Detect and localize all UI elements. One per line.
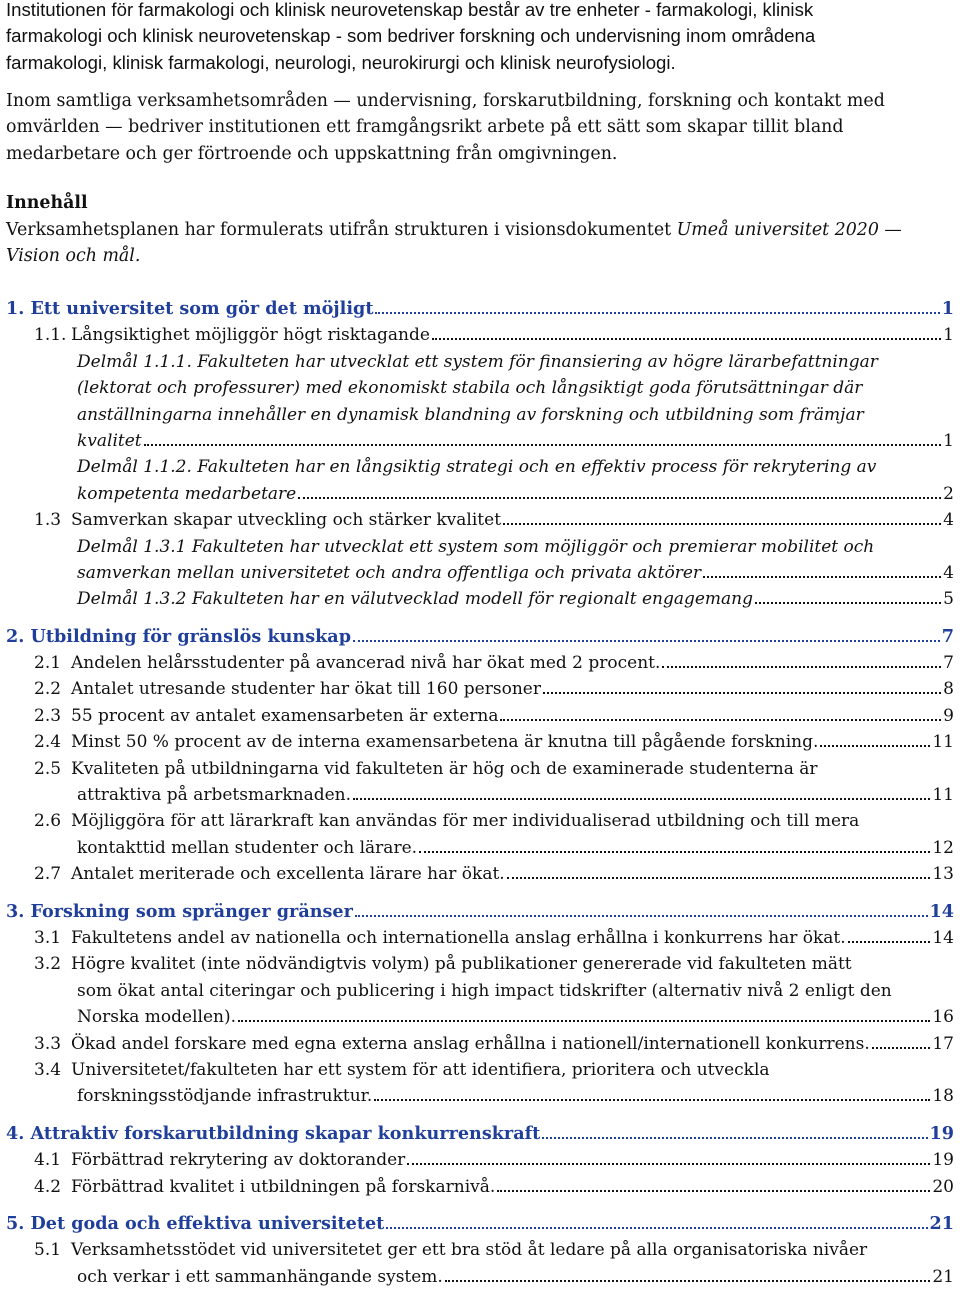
toc-title: forskningsstödjande infrastruktur.: [77, 1086, 373, 1107]
toc-number: 3.3: [34, 1033, 62, 1054]
dot-leader: [353, 798, 930, 800]
dot-leader: [144, 444, 942, 446]
toc-page-number: 12: [932, 837, 954, 858]
dot-leader: [872, 1047, 931, 1049]
toc-page-number: 2: [943, 483, 954, 504]
toc-title: kvalitet: [77, 430, 142, 451]
dot-leader: [355, 915, 928, 917]
toc-page-number: 1: [941, 298, 954, 319]
toc-entry-3-2[interactable]: [0, 951, 960, 1030]
toc-page-number: 11: [932, 732, 954, 753]
toc-page-number: 18: [932, 1086, 954, 1107]
toc-page-number: 4: [943, 562, 954, 583]
dot-leader: [542, 1137, 927, 1139]
toc-entry-delmal-1-3-1[interactable]: [0, 534, 960, 587]
intro-paragraph-3: [6, 217, 956, 270]
text-run: Verksamhetsplanen har formulerats utifrån strukturen i visionsdokumentet: [6, 220, 677, 240]
toc-entry-delmal-1-1-1[interactable]: [0, 349, 960, 455]
toc-entry-delmal-1-3-2[interactable]: [0, 586, 960, 612]
toc-entry-2-4[interactable]: [0, 729, 960, 755]
toc-page-number: 11: [932, 785, 954, 806]
toc-page-number: 14: [929, 900, 954, 922]
dot-leader: [432, 338, 941, 340]
section-gap: [0, 888, 960, 899]
dot-leader: [298, 497, 941, 499]
toc-number: 3.4: [34, 1059, 62, 1080]
toc-number: 1.1.: [34, 325, 67, 346]
dot-leader: [497, 1190, 930, 1192]
dot-leader: [353, 640, 940, 642]
toc-number: 4.1: [34, 1150, 62, 1171]
text-line: farmakologi, klinisk farmakologi, neurologi, neurokirurgi och klinisk neurofysiologi.: [6, 51, 676, 73]
dot-leader: [407, 1163, 930, 1165]
toc-page-number: 19: [929, 1122, 954, 1144]
toc-title: 2. Utbildning för gränslös kunskap: [6, 625, 352, 647]
dot-leader: [662, 666, 941, 668]
dot-leader: [386, 1227, 927, 1229]
toc-entry-3-1[interactable]: [0, 925, 960, 951]
toc-title: attraktiva på arbetsmarknaden.: [77, 785, 352, 806]
section-gap: [0, 1200, 960, 1211]
toc-title: 1. Ett universitet som gör det möjligt: [6, 298, 374, 319]
dot-leader: [238, 1020, 930, 1022]
toc-title-line: anställningarna innehåller en dynamisk blandning av forskning och utbildning som främjar: [77, 404, 864, 425]
dot-leader: [755, 602, 941, 604]
dot-leader: [503, 523, 941, 525]
toc-number: 2.2: [34, 679, 62, 700]
toc-title: 4. Attraktiv forskarutbildning skapar konkurrenskraft: [6, 1122, 541, 1144]
toc-entry-2-5[interactable]: [0, 756, 960, 809]
toc-entry-3-3[interactable]: [0, 1031, 960, 1057]
dot-leader: [374, 1099, 930, 1101]
toc-title: Ökad andel forskare med egna externa anslag erhållna i nationell/internationell konkurrens.: [71, 1033, 870, 1054]
toc-page-number: 1: [943, 430, 954, 451]
toc-page-number: 9: [943, 705, 954, 726]
toc-title: kontakttid mellan studenter och lärare.: [77, 837, 418, 858]
toc-page-number: 5: [943, 589, 954, 610]
text-line: omvärlden — bedriver institutionen ett framgångsrikt arbete på ett sätt som skapar tillit bland: [6, 117, 844, 138]
toc-title-line: Möjliggöra för att lärarkraft kan användas för mer individualiserad utbildning och till mera: [71, 811, 860, 832]
toc-entry-2-6[interactable]: [0, 808, 960, 861]
toc-page-number: 1: [943, 325, 954, 346]
contents-heading: Innehåll: [6, 193, 88, 213]
dot-leader: [445, 1280, 931, 1282]
toc-page-number: 21: [929, 1212, 954, 1234]
toc-page-number: 20: [932, 1176, 954, 1197]
dot-leader: [419, 851, 930, 853]
text-line: Inom samtliga verksamhetsområden — undervisning, forskarutbildning, forskning och kontakt med: [6, 91, 885, 111]
toc-page-number: 19: [932, 1150, 954, 1171]
dot-leader: [820, 745, 930, 747]
document-title-italic: Vision och mål.: [6, 246, 141, 267]
toc-title-line: Delmål 1.1.2. Fakulteten har en långsiktig strategi och en effektiv process för rekrytering av: [77, 457, 877, 478]
toc-section-1[interactable]: [0, 296, 960, 322]
toc-page-number: 21: [932, 1266, 954, 1287]
toc-title: 55 procent av antalet examensarbeten är externa: [71, 705, 499, 726]
toc-title: 5. Det goda och effektiva universitetet: [6, 1212, 385, 1234]
toc-number: 2.5: [34, 758, 62, 779]
toc-page-number: 14: [932, 927, 954, 948]
toc-title: kompetenta medarbetare: [77, 483, 297, 504]
toc-section-5[interactable]: [0, 1211, 960, 1237]
dot-leader: [500, 719, 941, 721]
toc-page-number: 8: [943, 679, 954, 700]
toc-entry-1-1[interactable]: [0, 322, 960, 348]
toc-number: 2.6: [34, 811, 62, 832]
toc-title: 3. Forskning som spränger gränser: [6, 900, 353, 922]
toc-page-number: 17: [932, 1033, 954, 1054]
toc-title-line: Verksamhetsstödet vid universitetet ger ett bra stöd åt ledare på alla organisatoriska nivåer: [71, 1240, 868, 1261]
toc-title-line: Delmål 1.1.1. Fakulteten har utvecklat ett system för finansiering av högre lärarbefattningar: [77, 351, 878, 372]
text-line: [6, 217, 956, 243]
toc-entry-5-1[interactable]: [0, 1237, 960, 1290]
toc-page-number: 4: [943, 510, 954, 531]
toc-number: 2.7: [34, 864, 62, 885]
toc-title-line: Delmål 1.3.1 Fakulteten har utvecklat ett system som möjliggör och premierar mobilitet och: [77, 536, 875, 557]
text-line: medarbetare och ger förtroende och uppskattning från omgivningen.: [6, 143, 618, 164]
text-line: farmakologi och klinisk neurovetenskap - som bedriver forskning och undervisning inom områdena: [6, 25, 816, 47]
dot-leader: [507, 877, 931, 879]
toc-title: Norska modellen).: [77, 1007, 237, 1028]
toc-entry-4-1[interactable]: [0, 1147, 960, 1173]
toc-entry-2-3[interactable]: [0, 703, 960, 729]
dot-leader: [543, 692, 941, 694]
dot-leader: [848, 941, 931, 943]
intro-paragraph-1: [6, 0, 956, 76]
toc-title: Antalet utresande studenter har ökat till 160 personer: [71, 679, 541, 700]
toc-entry-2-7[interactable]: [0, 861, 960, 887]
toc-title: och verkar i ett sammanhängande system.: [77, 1266, 443, 1287]
toc-page-number: 7: [943, 653, 954, 674]
toc-number: 2.4: [34, 732, 62, 753]
toc-section-4[interactable]: [0, 1121, 960, 1147]
toc-title: Förbättrad rekrytering av doktorander: [71, 1150, 406, 1171]
toc-title: Förbättrad kvalitet i utbildningen på forskarnivå.: [71, 1176, 496, 1197]
toc-title-line: Högre kvalitet (inte nödvändigtvis volym) på publikationer genererade vid fakulteten mätt: [71, 954, 852, 975]
dot-leader: [703, 576, 941, 578]
toc-title-line: (lektorat och professurer) med ekonomiskt stabila och långsiktigt goda förutsättningar där: [77, 378, 863, 399]
toc-number: 1.3: [34, 510, 62, 531]
toc-title: Antalet meriterade och excellenta lärare har ökat.: [71, 864, 505, 885]
toc-entry-4-2[interactable]: [0, 1174, 960, 1200]
text-line: Institutionen för farmakologi och klinisk neurovetenskap består av tre enheter - farmakologi, klinisk: [6, 0, 814, 20]
toc-title: Andelen helårsstudenter på avancerad nivå har ökat med 2 procent.: [71, 653, 661, 674]
toc-title: Delmål 1.3.2 Fakulteten har en välutvecklad modell för regionalt engagemang: [77, 589, 753, 610]
text-line: [6, 243, 956, 269]
toc-title: Fakultetens andel av nationella och internationella anslag erhållna i konkurrens har ökat.: [71, 927, 846, 948]
toc-number: 3.2: [34, 954, 62, 975]
table-of-contents: [0, 296, 960, 1290]
toc-number: 2.1: [34, 653, 62, 674]
toc-title-line: Kvaliteten på utbildningarna vid fakulteten är hög och de examinerade studenterna är: [71, 758, 818, 779]
toc-title: Långsiktighet möjliggör högt risktagande: [71, 325, 430, 346]
toc-title-line: som ökat antal citeringar och publicering i high impact tidskrifter (alternativ nivå 2 enligt den: [77, 980, 892, 1001]
document-title-italic: Umeå universitet 2020 —: [676, 220, 902, 240]
toc-number: 5.1: [34, 1240, 62, 1261]
dot-leader: [375, 312, 939, 314]
toc-entry-delmal-1-1-2[interactable]: [0, 454, 960, 507]
toc-title-line: Universitetet/fakulteten har ett system för att identifiera, prioritera och utveckla: [71, 1059, 770, 1080]
toc-number: 3.1: [34, 927, 62, 948]
section-gap: [0, 613, 960, 624]
intro-paragraph-2: [6, 88, 956, 167]
toc-entry-2-1[interactable]: [0, 650, 960, 676]
toc-title: Samverkan skapar utveckling och stärker kvalitet: [71, 510, 502, 531]
toc-number: 4.2: [34, 1176, 62, 1197]
toc-section-3[interactable]: [0, 899, 960, 925]
toc-page-number: 16: [932, 1007, 954, 1028]
toc-number: 2.3: [34, 705, 62, 726]
toc-title: Minst 50 % procent av de interna examensarbetena är knutna till pågående forskning.: [71, 732, 819, 753]
toc-entry-1-3[interactable]: [0, 507, 960, 533]
toc-entry-3-4[interactable]: [0, 1057, 960, 1110]
toc-page-number: 13: [932, 864, 954, 885]
toc-entry-2-2[interactable]: [0, 676, 960, 702]
toc-title: samverkan mellan universitetet och andra offentliga och privata aktörer: [77, 562, 702, 583]
section-gap: [0, 1110, 960, 1121]
toc-section-2[interactable]: [0, 624, 960, 650]
toc-page-number: 7: [941, 625, 954, 647]
